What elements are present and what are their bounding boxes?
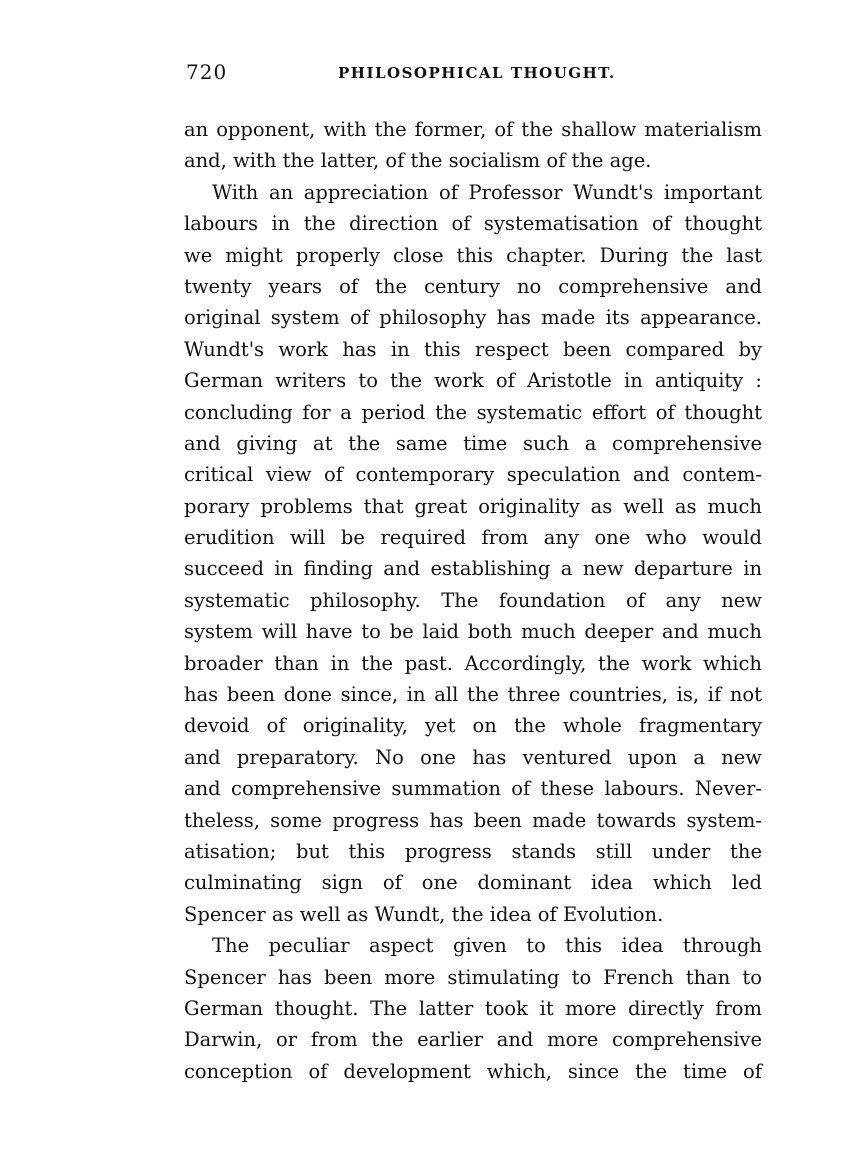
paragraph-first-line: With an appreciation of Professor Wundt's important (212, 180, 762, 204)
text-line: Wundt's work has in this respect been compared by (184, 337, 762, 361)
text-line: and comprehensive summation of these labours. Never- (184, 777, 762, 801)
text-line: system will have to be laid both much deeper and much (184, 620, 762, 644)
text-line: theless, some progress has been made towards system- (184, 808, 762, 832)
text-line: porary problems that great originality as well as much (184, 494, 762, 518)
text-line: concluding for a period the systematic effort of thought (184, 400, 762, 424)
text-line: systematic philosophy. The foundation of any new (184, 588, 762, 612)
text-line: devoid of originality, yet on the whole fragmentary (184, 714, 762, 738)
text-line: conception of development which, since the time of (184, 1059, 762, 1083)
text-line: succeed in finding and establishing a new departure in (184, 557, 762, 581)
text-line: has been done since, in all the three countries, is, if not (184, 683, 762, 707)
text-line: and preparatory. No one has ventured upon a new (184, 745, 762, 769)
running-head: PHILOSOPHICAL THOUGHT. (338, 64, 616, 82)
text-line: Spencer has been more stimulating to French than to (184, 965, 762, 989)
text-line: Darwin, or from the earlier and more comprehensive (184, 1028, 762, 1052)
text-line: twenty years of the century no comprehensive and (184, 274, 762, 298)
text-line: critical view of contemporary speculation and contem- (184, 463, 762, 487)
text-line: German writers to the work of Aristotle in antiquity : (184, 369, 762, 393)
text-line: German thought. The latter took it more directly from (184, 996, 762, 1020)
text-line: broader than in the past. Accordingly, the work which (184, 651, 762, 675)
text-line: culminating sign of one dominant idea which led (184, 871, 762, 895)
text-line: erudition will be required from any one who would (184, 526, 762, 550)
text-line: and giving at the same time such a comprehensive (184, 431, 762, 455)
text-line: we might properly close this chapter. During the last (184, 243, 762, 267)
text-line: an opponent, with the former, of the shallow materialism (184, 118, 762, 141)
text-line: original system of philosophy has made its appearance. (184, 306, 762, 330)
paragraph-first-line: The peculiar aspect given to this idea through (212, 934, 762, 958)
text-line: labours in the direction of systematisation of thought (184, 212, 762, 236)
text-line: Spencer as well as Wundt, the idea of Evolution. (184, 902, 664, 926)
body-text (184, 114, 762, 1087)
text-line: and, with the latter, of the socialism of the age. (184, 149, 652, 173)
text-line: atisation; but this progress stands still under the (184, 839, 762, 863)
page-number: 720 (186, 60, 228, 84)
